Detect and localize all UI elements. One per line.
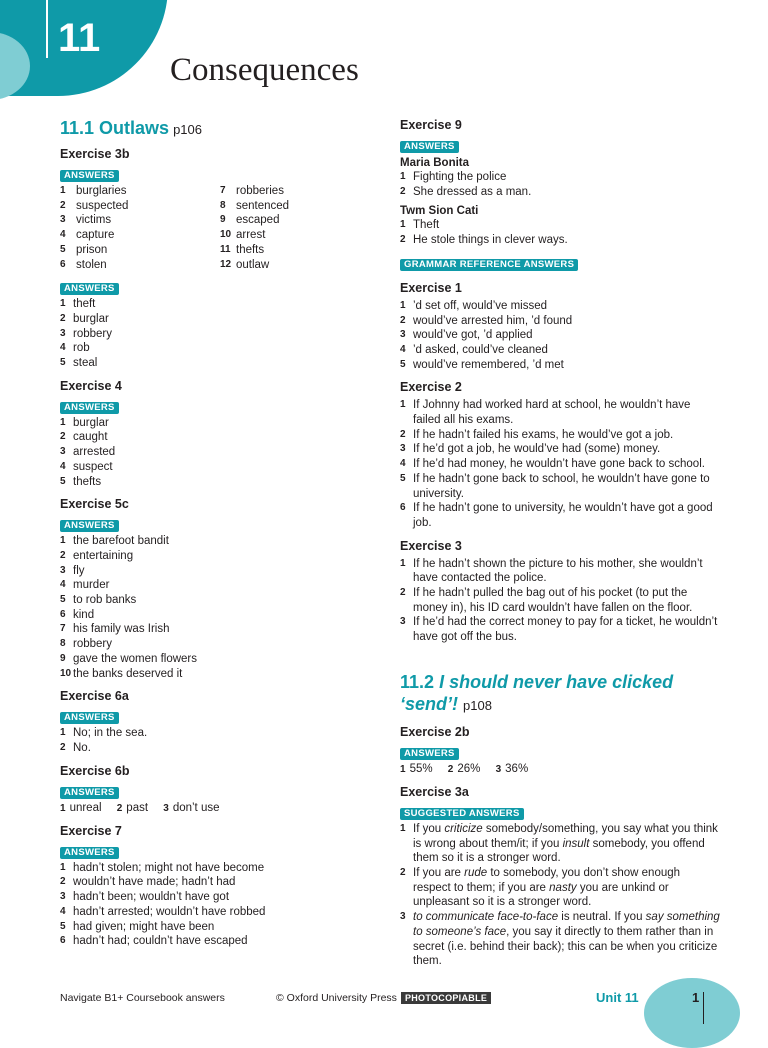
item-number: 2 bbox=[60, 876, 66, 888]
page-footer bbox=[0, 990, 768, 1024]
item-number: 9 bbox=[220, 214, 226, 226]
item-number: 4 bbox=[400, 343, 406, 355]
ex3b-left-list bbox=[60, 184, 220, 272]
answers-badge: ANSWERS bbox=[60, 283, 119, 295]
item-number: 3 bbox=[400, 443, 406, 455]
item-text: capture bbox=[76, 229, 115, 242]
item-text: would’ve remembered, ’d met bbox=[413, 358, 564, 371]
item-number: 1 bbox=[60, 727, 66, 739]
item-number: 8 bbox=[60, 638, 66, 650]
list-item: 1 If you criticize somebody/something, you say what you think is wrong about them/it; if you insult somebody, you offend them so it is a stronger word. bbox=[400, 822, 718, 865]
item-text: suspect bbox=[73, 460, 113, 473]
item-number: 2 bbox=[60, 549, 66, 561]
ex6a-answers bbox=[60, 726, 380, 755]
subheading-maria-bonita: Maria Bonita bbox=[400, 157, 470, 169]
list-item bbox=[60, 258, 220, 273]
list-item bbox=[60, 243, 220, 258]
ex7-answers bbox=[60, 861, 380, 949]
list-item bbox=[60, 445, 380, 460]
item-text: escaped bbox=[236, 214, 280, 227]
list-item bbox=[60, 622, 380, 637]
item-number: 1 bbox=[60, 298, 66, 310]
list-item bbox=[60, 184, 220, 199]
ex5c-answers bbox=[60, 534, 380, 681]
item-text: prison bbox=[76, 243, 108, 256]
item-number: 6 bbox=[400, 502, 406, 514]
item-text: to rob banks bbox=[73, 594, 137, 607]
exercise-6b-title: Exercise 6b bbox=[60, 763, 130, 778]
list-item bbox=[400, 185, 720, 200]
answers-badge: ANSWERS bbox=[60, 712, 119, 724]
item-text: If he’d got a job, he would’ve had (some) money. bbox=[413, 443, 661, 456]
right-column bbox=[400, 118, 720, 975]
item-text: If he’d had money, he wouldn’t have gone back to school. bbox=[413, 458, 705, 471]
list-item bbox=[60, 430, 380, 445]
list-item bbox=[60, 667, 380, 682]
item-number: 11 bbox=[220, 243, 231, 255]
item-number: 2 bbox=[60, 741, 66, 753]
item-number: 2 bbox=[60, 199, 66, 211]
item-text: ’d set off, would’ve missed bbox=[413, 299, 548, 312]
answers-badge: ANSWERS bbox=[60, 847, 119, 859]
item-text: rob bbox=[73, 342, 90, 355]
item-number: 8 bbox=[220, 199, 226, 211]
list-item bbox=[400, 328, 720, 343]
item-text: No; in the sea. bbox=[73, 727, 148, 740]
ex9b-list bbox=[400, 218, 720, 247]
list-item bbox=[400, 615, 720, 644]
item-number: 12 bbox=[220, 258, 232, 270]
item-text: caught bbox=[73, 431, 108, 444]
exercise-9-title: Exercise 9 bbox=[400, 118, 462, 132]
list-item: 3 to communicate face-to-face is neutral. If you say something to someone’s face, you say it directly to them rather than in secret (i.e. behind their back); this can be when you criticize them. bbox=[400, 911, 720, 968]
item-number: 1 bbox=[400, 299, 406, 311]
list-item bbox=[400, 557, 720, 586]
item-number: 2 bbox=[400, 234, 406, 246]
item-text: his family was Irish bbox=[73, 623, 170, 636]
item-number: 5 bbox=[60, 475, 66, 487]
item-text: robbery bbox=[73, 327, 112, 340]
list-item bbox=[400, 586, 720, 615]
item-number: 3 bbox=[60, 446, 66, 458]
list-item bbox=[60, 593, 380, 608]
item-text: stolen bbox=[76, 258, 107, 271]
list-item bbox=[400, 442, 720, 457]
list-item bbox=[60, 875, 380, 890]
item-number: 2 bbox=[60, 312, 66, 324]
gr1-list bbox=[400, 299, 720, 373]
item-text: No. bbox=[73, 741, 91, 754]
item-text: had given; might have been bbox=[73, 920, 215, 933]
item-text: If Johnny had worked hard at school, he wouldn’t have failed all his exams. bbox=[413, 399, 691, 427]
item-number: 6 bbox=[60, 258, 66, 270]
item-text: the barefoot bandit bbox=[73, 535, 169, 548]
list-item bbox=[400, 233, 720, 248]
page-title: Consequences bbox=[170, 52, 359, 88]
item-text: sentenced bbox=[236, 199, 290, 212]
list-item bbox=[60, 890, 380, 905]
item-text: Theft bbox=[413, 219, 440, 232]
photocopiable-badge: PHOTOCOPIABLE bbox=[401, 992, 491, 1004]
item-text: hadn’t stolen; might not have become bbox=[73, 861, 265, 874]
item-number: 2 bbox=[400, 587, 406, 599]
item-text: the banks deserved it bbox=[73, 667, 183, 680]
item-number: 5 bbox=[400, 358, 406, 370]
item-number: 6 bbox=[60, 935, 66, 947]
item-text: ’d asked, could’ve cleaned bbox=[413, 343, 548, 356]
grammar-exercise-1-title: Exercise 1 bbox=[400, 280, 462, 295]
item-text: Fighting the police bbox=[413, 171, 507, 183]
item-text: fly bbox=[73, 564, 85, 577]
item-text: arrested bbox=[73, 446, 116, 459]
list-item bbox=[60, 637, 380, 652]
exercise-5c-title: Exercise 5c bbox=[60, 497, 129, 512]
item-number: 5 bbox=[60, 594, 66, 606]
list-item bbox=[400, 314, 720, 329]
item-text: theft bbox=[73, 298, 96, 311]
item-text: burglar bbox=[73, 416, 109, 429]
item-text: arrest bbox=[236, 229, 266, 242]
item-number: 2 bbox=[400, 314, 406, 326]
item-text: wouldn’t have made; hadn’t had bbox=[73, 876, 236, 889]
ex6b-answers: 1 unreal 2 past 3 don’t use bbox=[60, 801, 220, 814]
section-heading-11-1: 11.1 Outlaws p106 bbox=[60, 118, 202, 138]
ex9a-list bbox=[400, 170, 720, 199]
answers-badge: ANSWERS bbox=[60, 170, 119, 182]
item-number: 7 bbox=[220, 185, 226, 196]
list-item bbox=[400, 472, 720, 501]
exercise-3a-title: Exercise 3a bbox=[400, 784, 469, 799]
item-number: 5 bbox=[400, 472, 406, 484]
item-number: 6 bbox=[60, 608, 66, 620]
list-item bbox=[60, 356, 380, 371]
item-number: 1 bbox=[400, 399, 406, 411]
list-item bbox=[400, 457, 720, 472]
list-item bbox=[60, 312, 380, 327]
list-item bbox=[400, 501, 720, 530]
item-text: She dressed as a man. bbox=[413, 185, 532, 198]
answers-badge: ANSWERS bbox=[60, 787, 119, 799]
section-heading-11-2: 11.2 I should never have clicked ‘send’! p108 bbox=[400, 671, 674, 714]
item-number: 9 bbox=[60, 652, 66, 664]
list-item bbox=[60, 549, 380, 564]
item-text: thefts bbox=[236, 243, 265, 256]
item-text: If he hadn’t failed his exams, he would’ve got a job. bbox=[413, 428, 674, 441]
list-item bbox=[220, 213, 380, 228]
item-number: 1 bbox=[60, 185, 66, 196]
list-item bbox=[220, 199, 380, 214]
exercise-3b-title: Exercise 3b bbox=[60, 147, 130, 161]
item-number: 1 bbox=[400, 557, 406, 569]
item-number: 10 bbox=[60, 667, 72, 679]
item-text: outlaw bbox=[236, 258, 270, 271]
item-text: robberies bbox=[236, 185, 284, 197]
item-text: thefts bbox=[73, 475, 102, 488]
item-text: kind bbox=[73, 608, 95, 621]
item-number: 5 bbox=[60, 920, 66, 932]
list-item bbox=[60, 578, 380, 593]
item-number: 4 bbox=[60, 460, 66, 472]
item-number: 5 bbox=[60, 243, 66, 255]
item-text: If he hadn’t pulled the bag out of his pocket (to put the money in), his ID card wouldn’t have fallen on the floor. bbox=[413, 587, 693, 614]
subheading-twm-sion-cati: Twm Sion Cati bbox=[400, 205, 479, 218]
exercise-7-title: Exercise 7 bbox=[60, 823, 122, 838]
list-item bbox=[400, 218, 720, 233]
list-item bbox=[400, 299, 720, 314]
item-text: would’ve got, ’d applied bbox=[413, 329, 533, 342]
list-item bbox=[60, 213, 220, 228]
item-number: 2 bbox=[400, 185, 406, 197]
item-number: 4 bbox=[60, 342, 66, 354]
gr2-list bbox=[400, 398, 720, 530]
item-text: steal bbox=[73, 357, 98, 370]
item-text: If he hadn’t gone back to school, he wouldn’t have gone to university. bbox=[413, 472, 710, 500]
item-number: 2 bbox=[400, 428, 406, 440]
item-text: gave the women flowers bbox=[73, 652, 198, 665]
ex3b-right-list bbox=[220, 184, 380, 272]
item-number: 2 bbox=[60, 431, 66, 443]
item-number: 1 bbox=[400, 171, 406, 182]
left-column bbox=[60, 118, 380, 955]
item-number: 4 bbox=[60, 905, 66, 917]
list-item bbox=[60, 199, 220, 214]
answers-badge: ANSWERS bbox=[400, 141, 459, 153]
item-number: 10 bbox=[220, 229, 232, 241]
list-item bbox=[60, 341, 380, 356]
gr3-list bbox=[400, 557, 720, 645]
item-text: If he hadn’t gone to university, he wouldn’t have got a good job. bbox=[413, 502, 713, 529]
header-divider bbox=[46, 0, 48, 58]
ex3a-answers bbox=[400, 822, 720, 969]
item-text: burglaries bbox=[76, 185, 127, 197]
list-item bbox=[60, 327, 380, 342]
item-number: 3 bbox=[60, 214, 66, 226]
item-number: 3 bbox=[60, 564, 66, 576]
item-number: 4 bbox=[400, 458, 406, 470]
unit-number: 11 bbox=[58, 16, 101, 60]
item-text: He stole things in clever ways. bbox=[413, 234, 568, 247]
list-item bbox=[60, 920, 380, 935]
list-item bbox=[60, 564, 380, 579]
list-item bbox=[400, 343, 720, 358]
item-number: 3 bbox=[60, 327, 66, 339]
item-text: hadn’t arrested; wouldn’t have robbed bbox=[73, 905, 266, 918]
list-item bbox=[400, 358, 720, 373]
item-text: If he hadn’t shown the picture to his mother, she wouldn’t have contacted the police. bbox=[413, 557, 703, 585]
item-text: burglar bbox=[73, 312, 109, 325]
item-number: 7 bbox=[60, 623, 66, 635]
footer-copyright: © Oxford University Press PHOTOCOPIABLE bbox=[276, 992, 491, 1004]
answers-badge: ANSWERS bbox=[60, 520, 119, 532]
item-text: If he’d had the correct money to pay for a ticket, he wouldn’t have got off the bus. bbox=[413, 616, 718, 644]
item-text: hadn’t had; couldn’t have escaped bbox=[73, 935, 248, 948]
list-item bbox=[220, 258, 380, 273]
item-text: murder bbox=[73, 579, 110, 592]
exercise-2b-title: Exercise 2b bbox=[400, 724, 470, 739]
suggested-answers-badge: SUGGESTED ANSWERS bbox=[400, 808, 524, 820]
list-item bbox=[60, 905, 380, 920]
list-item bbox=[220, 184, 380, 199]
item-text: hadn’t been; wouldn’t have got bbox=[73, 891, 230, 904]
ex2b-answers: 1 55% 2 26% 3 36% bbox=[400, 762, 529, 775]
item-number: 3 bbox=[60, 891, 66, 903]
list-item bbox=[60, 652, 380, 667]
page-number-divider bbox=[703, 992, 704, 1024]
page-number: 1 bbox=[692, 990, 700, 1005]
item-number: 1 bbox=[60, 416, 66, 428]
list-item bbox=[220, 243, 380, 258]
item-text: would’ve arrested him, ’d found bbox=[413, 314, 573, 327]
item-text: robbery bbox=[73, 638, 112, 651]
list-item bbox=[220, 228, 380, 243]
item-text: entertaining bbox=[73, 549, 134, 562]
list-item bbox=[60, 861, 380, 876]
item-text: suspected bbox=[76, 199, 129, 212]
grammar-exercise-2-title: Exercise 2 bbox=[400, 380, 462, 395]
list-item bbox=[60, 297, 380, 312]
item-number: 3 bbox=[400, 329, 406, 341]
item-number: 1 bbox=[400, 219, 406, 231]
list-item bbox=[60, 934, 380, 949]
ex3b-second-answers bbox=[60, 297, 380, 371]
grammar-reference-badge: GRAMMAR REFERENCE ANSWERS bbox=[400, 259, 578, 271]
item-number: 3 bbox=[400, 616, 406, 628]
answers-badge: ANSWERS bbox=[400, 748, 459, 760]
grammar-exercise-3-title: Exercise 3 bbox=[400, 538, 462, 553]
list-item bbox=[400, 170, 720, 185]
item-number: 5 bbox=[60, 357, 66, 369]
list-item bbox=[60, 228, 220, 243]
exercise-4-title: Exercise 4 bbox=[60, 378, 122, 393]
item-number: 1 bbox=[60, 535, 66, 547]
item-text: victims bbox=[76, 214, 112, 227]
list-item bbox=[60, 475, 380, 490]
exercise-6a-title: Exercise 6a bbox=[60, 689, 129, 704]
list-item bbox=[400, 428, 720, 443]
list-item bbox=[60, 416, 380, 431]
item-number: 4 bbox=[60, 229, 66, 241]
item-number: 4 bbox=[60, 579, 66, 591]
list-item bbox=[60, 741, 380, 756]
ex3b-answers bbox=[60, 184, 380, 278]
list-item bbox=[60, 726, 380, 741]
footer-book-title: Navigate B1+ Coursebook answers bbox=[60, 992, 225, 1004]
list-item bbox=[400, 398, 720, 427]
page-number-circle bbox=[644, 978, 740, 1048]
list-item bbox=[60, 460, 380, 475]
list-item: 2 If you are rude to somebody, you don’t show enough respect to them; if you are nasty you are unkind or unpleasant so it is a stronger word. bbox=[400, 866, 681, 909]
item-number: 1 bbox=[60, 861, 66, 873]
footer-unit-label: Unit 11 bbox=[596, 990, 639, 1005]
answers-badge: ANSWERS bbox=[60, 402, 119, 414]
list-item bbox=[60, 608, 380, 623]
list-item bbox=[60, 534, 380, 549]
ex4-answers bbox=[60, 416, 380, 490]
